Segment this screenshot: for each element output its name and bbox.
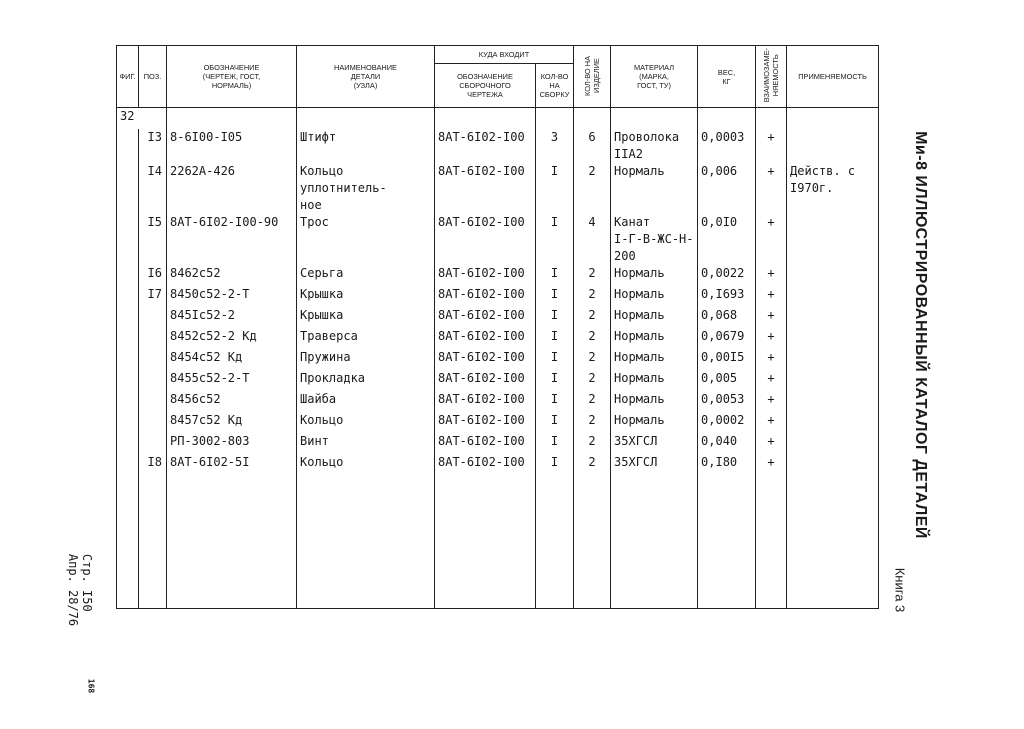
cell-weight: 0,0679 [698, 328, 756, 349]
cell-applicability [787, 412, 879, 433]
cell-name: Трос [297, 214, 435, 265]
cell-material: Нормаль [611, 265, 698, 286]
cell-fig [117, 454, 139, 475]
col-header-weight: ВЕС, КГ [698, 46, 756, 108]
cell-inter: + [756, 412, 787, 433]
cell-weight: 0,0I0 [698, 214, 756, 265]
cell-name: Винт [297, 433, 435, 454]
cell-qty-item: 2 [574, 412, 611, 433]
cell-applicability [787, 286, 879, 307]
cell-pos: I3 [139, 129, 167, 163]
cell-name: Кольцо [297, 412, 435, 433]
cell-qty-assembly: I [536, 163, 574, 214]
cell-qty-item: 2 [574, 349, 611, 370]
table-row [117, 265, 879, 286]
cell-qty-item: 2 [574, 370, 611, 391]
cell-material: Нормаль [611, 328, 698, 349]
cell-designation: 8-6I00-I05 [167, 129, 297, 163]
cell-assembly: 8АТ-6I02-I00 [435, 412, 536, 433]
cell-designation: 8АТ-6I02-I00-90 [167, 214, 297, 265]
cell-assembly: 8АТ-6I02-I00 [435, 214, 536, 265]
cell-qty-item: 2 [574, 391, 611, 412]
cell-applicability [787, 454, 879, 475]
book-label: Книга 3 [892, 567, 908, 613]
table-row [117, 214, 879, 265]
cell-pos [139, 328, 167, 349]
cell-qty-item: 2 [574, 328, 611, 349]
cell-fig [117, 163, 139, 214]
cell-material: 35ХГСЛ [611, 454, 698, 475]
cell-name: Серьга [297, 265, 435, 286]
cell-designation: 8АТ-6I02-5I [167, 454, 297, 475]
cell-applicability [787, 328, 879, 349]
cell-inter: + [756, 307, 787, 328]
cell-assembly: 8АТ-6I02-I00 [435, 328, 536, 349]
cell-assembly: 8АТ-6I02-I00 [435, 370, 536, 391]
table-row [117, 307, 879, 328]
cell-name: Пружина [297, 349, 435, 370]
col-header-fig: ФИГ. [117, 46, 139, 108]
table-row [117, 129, 879, 163]
cell-weight: 0,I693 [698, 286, 756, 307]
cell-fig [117, 307, 139, 328]
table-row [117, 433, 879, 454]
cell-qty-item: 2 [574, 286, 611, 307]
cell-qty-assembly: I [536, 265, 574, 286]
page-reference: Стр. I50 Апр. 28/76 [66, 553, 94, 627]
cell-name: Штифт [297, 129, 435, 163]
cell-assembly: 8АТ-6I02-I00 [435, 163, 536, 214]
cell-material: 35ХГСЛ [611, 433, 698, 454]
cell-qty-assembly: I [536, 328, 574, 349]
cell-material: Нормаль [611, 163, 698, 214]
cell-assembly: 8АТ-6I02-I00 [435, 129, 536, 163]
cell-pos: I7 [139, 286, 167, 307]
cell-designation: 8457с52 Кд [167, 412, 297, 433]
cell-qty-item: 2 [574, 265, 611, 286]
cell-qty-assembly: I [536, 391, 574, 412]
cell-name: Крышка [297, 286, 435, 307]
cell-weight: 0,0053 [698, 391, 756, 412]
cell-fig [117, 391, 139, 412]
cell-assembly: 8АТ-6I02-I00 [435, 349, 536, 370]
cell-applicability: Действ. с I970г. [787, 163, 879, 214]
cell-weight: 0,0003 [698, 129, 756, 163]
cell-assembly: 8АТ-6I02-I00 [435, 391, 536, 412]
catalog-title: Ми-8 ИЛЛЮСТРИРОВАННЫЙ КАТАЛОГ ДЕТАЛЕЙ [912, 131, 929, 539]
cell-inter: + [756, 433, 787, 454]
col-header-qty-assembly: КОЛ-ВО НА СБОРКУ [536, 64, 574, 108]
cell-qty-assembly: I [536, 412, 574, 433]
col-header-applicability: ПРИМЕНЯЕМОСТЬ [787, 46, 879, 108]
cell-inter: + [756, 129, 787, 163]
cell-inter: + [756, 349, 787, 370]
cell-designation: 8454с52 Кд [167, 349, 297, 370]
cell-fig [117, 214, 139, 265]
table-row [117, 412, 879, 433]
cell-fig [117, 412, 139, 433]
cell-inter: + [756, 214, 787, 265]
cell-qty-item: 4 [574, 214, 611, 265]
cell-designation: 2262А-426 [167, 163, 297, 214]
catalog-title-box [900, 131, 940, 539]
cell-qty-assembly: I [536, 349, 574, 370]
cell-fig [117, 328, 139, 349]
cell-applicability [787, 265, 879, 286]
col-header-where-used: КУДА ВХОДИТ [435, 46, 574, 64]
cell-fig [117, 433, 139, 454]
sheet-number: 168 [86, 678, 96, 694]
cell-applicability [787, 391, 879, 412]
cell-pos [139, 349, 167, 370]
cell-assembly: 8АТ-6I02-I00 [435, 265, 536, 286]
page-reference-box [60, 555, 100, 625]
cell-designation: 8450с52-2-Т [167, 286, 297, 307]
cell-material: Канат I-Г-В-ЖС-Н- 200 [611, 214, 698, 265]
cell-fig [117, 265, 139, 286]
cell-weight: 0,0022 [698, 265, 756, 286]
cell-weight: 0,0002 [698, 412, 756, 433]
table-row [117, 286, 879, 307]
cell-pos [139, 370, 167, 391]
cell-assembly: 8АТ-6I02-I00 [435, 307, 536, 328]
table-row [117, 370, 879, 391]
cell-qty-assembly: I [536, 214, 574, 265]
cell-applicability [787, 129, 879, 163]
table-row [117, 391, 879, 412]
cell-name: Прокладка [297, 370, 435, 391]
cell-qty-item: 2 [574, 433, 611, 454]
cell-inter: + [756, 454, 787, 475]
cell-applicability [787, 349, 879, 370]
col-header-designation: ОБОЗНАЧЕНИЕ (ЧЕРТЕЖ, ГОСТ, НОРМАЛЬ) [167, 46, 297, 108]
sheet-number-box [84, 676, 98, 696]
cell-pos: I5 [139, 214, 167, 265]
cell-pos [139, 433, 167, 454]
cell-assembly: 8АТ-6I02-I00 [435, 454, 536, 475]
book-label-box [885, 555, 915, 625]
cell-designation: 8452с52-2 Кд [167, 328, 297, 349]
cell-inter: + [756, 391, 787, 412]
cell-name: Траверса [297, 328, 435, 349]
table-row [117, 163, 879, 214]
cell-material: Нормаль [611, 391, 698, 412]
cell-qty-assembly: I [536, 370, 574, 391]
cell-applicability [787, 214, 879, 265]
cell-material: Нормаль [611, 286, 698, 307]
cell-name: Шайба [297, 391, 435, 412]
cell-designation: 8462с52 [167, 265, 297, 286]
cell-qty-item: 2 [574, 307, 611, 328]
cell-qty-assembly: I [536, 307, 574, 328]
cell-material: Нормаль [611, 307, 698, 328]
cell-pos [139, 412, 167, 433]
cell-qty-assembly: I [536, 454, 574, 475]
cell-weight: 0,040 [698, 433, 756, 454]
cell-material: Нормаль [611, 370, 698, 391]
cell-fig [117, 370, 139, 391]
cell-pos: I6 [139, 265, 167, 286]
cell-inter: + [756, 286, 787, 307]
cell-inter: + [756, 265, 787, 286]
cell-designation: РП-3002-803 [167, 433, 297, 454]
cell-applicability [787, 433, 879, 454]
table-row [117, 328, 879, 349]
cell-weight: 0,00I5 [698, 349, 756, 370]
cell-fig [117, 349, 139, 370]
col-header-name: НАИМЕНОВАНИЕ ДЕТАЛИ (УЗЛА) [297, 46, 435, 108]
cell-qty-item: 2 [574, 454, 611, 475]
cell-applicability [787, 370, 879, 391]
cell-inter: + [756, 328, 787, 349]
col-header-interchange-cell [756, 46, 787, 108]
cell-qty-assembly: I [536, 286, 574, 307]
cell-pos: I8 [139, 454, 167, 475]
col-header-qty-item-cell [574, 46, 611, 108]
cell-material: Нормаль [611, 412, 698, 433]
cell-name: Крышка [297, 307, 435, 328]
cell-qty-item: 2 [574, 163, 611, 214]
cell-weight: 0,068 [698, 307, 756, 328]
table-row [117, 349, 879, 370]
cell-weight: 0,006 [698, 163, 756, 214]
cell-designation: 845Iс52-2 [167, 307, 297, 328]
figure-number: 32 [117, 108, 167, 130]
cell-name: Кольцо [297, 454, 435, 475]
parts-catalog-table [116, 45, 879, 609]
table-filler-row [117, 475, 879, 609]
table-row [117, 454, 879, 475]
cell-qty-item: 6 [574, 129, 611, 163]
cell-qty-assembly: 3 [536, 129, 574, 163]
cell-designation: 8456с52 [167, 391, 297, 412]
cell-material: Проволока IIA2 [611, 129, 698, 163]
col-header-assembly: ОБОЗНАЧЕНИЕ СБОРОЧНОГО ЧЕРТЕЖА [435, 64, 536, 108]
cell-pos [139, 307, 167, 328]
cell-fig [117, 286, 139, 307]
cell-designation: 8455с52-2-Т [167, 370, 297, 391]
col-header-interchange: ВЗАИМОЗАМЕ- НЯЕМОСТЬ [762, 48, 781, 103]
cell-pos: I4 [139, 163, 167, 214]
cell-material: Нормаль [611, 349, 698, 370]
cell-inter: + [756, 163, 787, 214]
cell-assembly: 8АТ-6I02-I00 [435, 286, 536, 307]
col-header-qty-item: КОЛ-ВО НА ИЗДЕЛИЕ [583, 55, 602, 96]
cell-applicability [787, 307, 879, 328]
cell-inter: + [756, 370, 787, 391]
cell-qty-assembly: I [536, 433, 574, 454]
cell-pos [139, 391, 167, 412]
col-header-material: МАТЕРИАЛ (МАРКА, ГОСТ, ТУ) [611, 46, 698, 108]
cell-assembly: 8АТ-6I02-I00 [435, 433, 536, 454]
cell-weight: 0,I80 [698, 454, 756, 475]
cell-fig [117, 129, 139, 163]
col-header-pos: ПОЗ. [139, 46, 167, 108]
cell-name: Кольцо уплотнитель- ное [297, 163, 435, 214]
cell-weight: 0,005 [698, 370, 756, 391]
